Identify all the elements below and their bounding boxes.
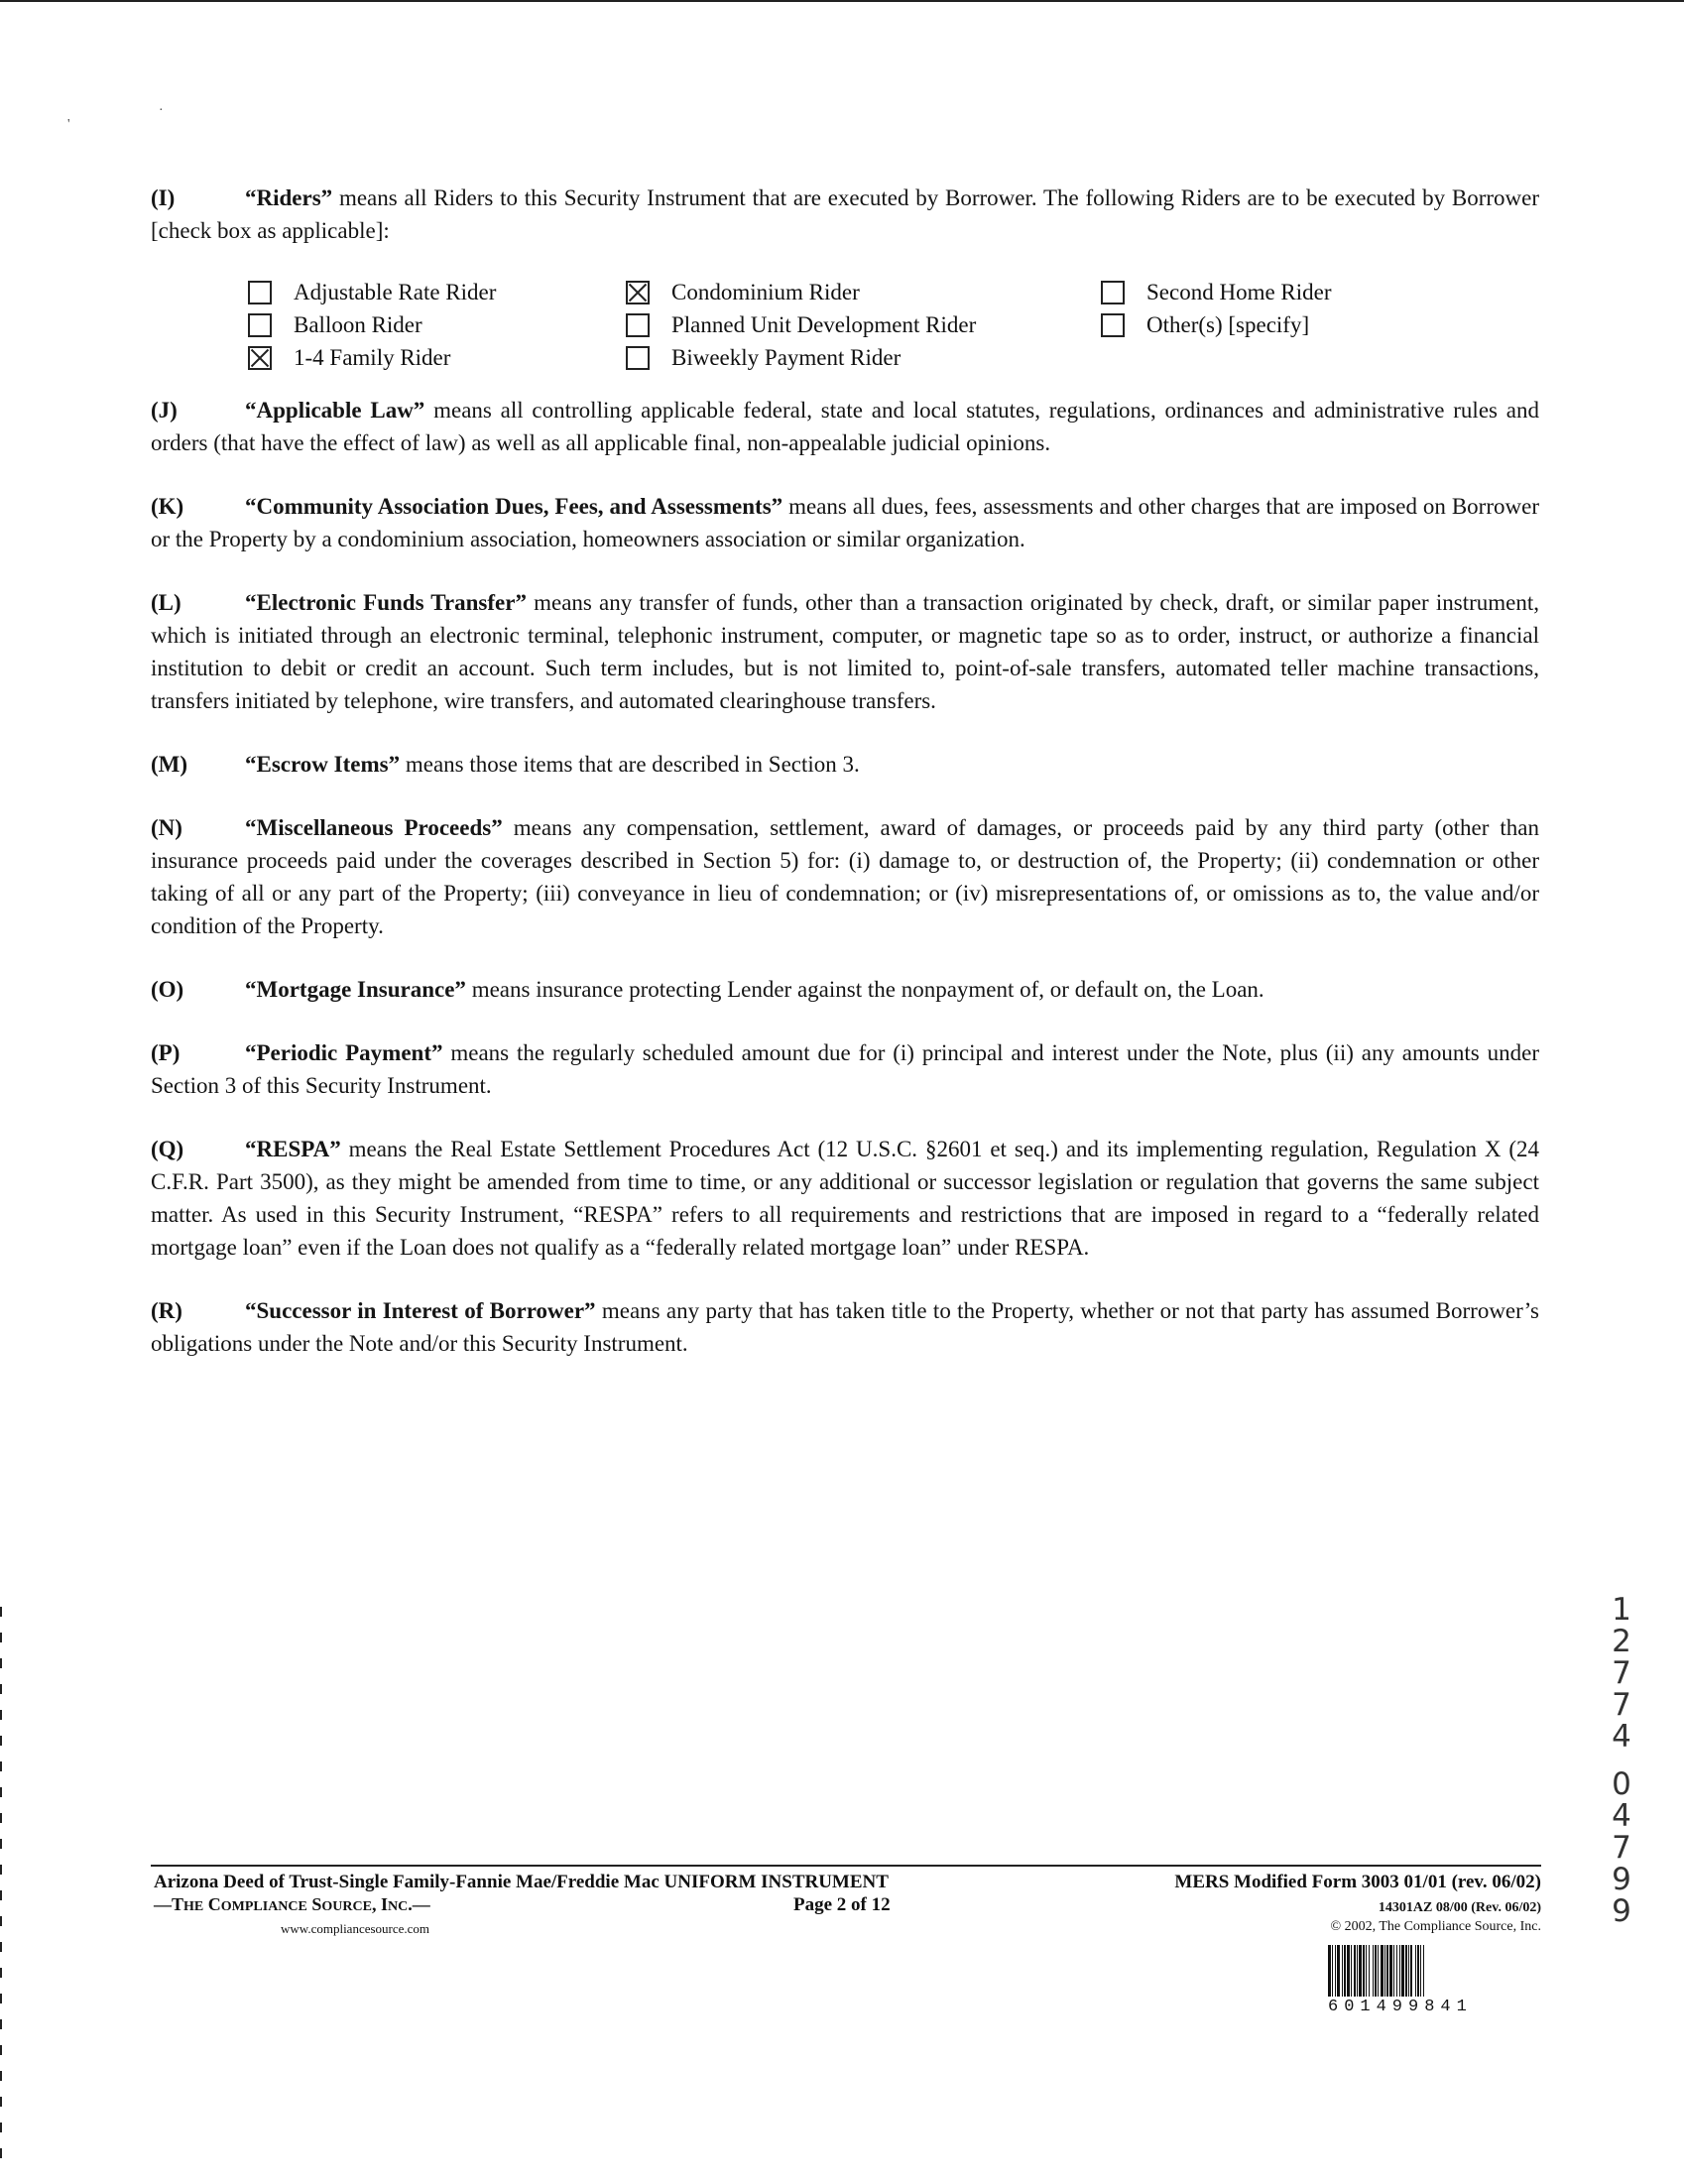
definition-term: “RESPA” (245, 1137, 341, 1161)
footer-rule (151, 1865, 1541, 1867)
stamp-digit: 2 (1612, 1624, 1631, 1659)
stamp-digit: 7 (1612, 1687, 1631, 1723)
scan-speck: ' (67, 117, 70, 132)
definition-text: means all controlling applicable federal, state and local statutes, regulations, ordinances and administrative rules and orders (that have the effect of law) as well as all applicable final, non-appealable judicial opinions. (151, 398, 1539, 455)
checked-box-icon[interactable] (626, 281, 650, 304)
rider-option (626, 308, 1101, 341)
barcode (1328, 1945, 1540, 1997)
definition-paragraph (151, 394, 1539, 459)
rider-option (626, 341, 1101, 374)
definition-text: means those items that are described in Section 3. (400, 752, 860, 777)
definition-term: “Applicable Law” (245, 398, 425, 423)
definition-term: “Mortgage Insurance” (245, 977, 466, 1002)
footer-form-number: MERS Modified Form 3003 01/01 (rev. 06/02) (1174, 1872, 1541, 1892)
footer-code: 14301AZ 08/00 (Rev. 06/02) (1378, 1900, 1541, 1915)
definition-text: means any party that has taken title to the Property, whether or not that party has assumed Borrower’s obligations under the Note and/or this Security Instrument. (151, 1298, 1539, 1356)
definition-text: means insurance protecting Lender against the nonpayment of, or default on, the Loan. (465, 977, 1264, 1002)
stamp-digit: 4 (1612, 1798, 1631, 1834)
definition-term: “Community Association Dues, Fees, and Assessments” (245, 494, 783, 519)
definition-paragraph (151, 811, 1539, 942)
definition-letter: (I) (151, 185, 176, 210)
rider-option (248, 308, 626, 341)
definition-term: “Periodic Payment” (245, 1040, 443, 1065)
scan-speck: · (159, 103, 164, 118)
scan-top-border (0, 0, 1684, 2)
stamp-digit: 7 (1612, 1830, 1631, 1866)
rider-option (626, 276, 1101, 308)
rider-label: Planned Unit Development Rider (671, 312, 977, 337)
definitions-list (151, 394, 1539, 1360)
stamp-digit: 7 (1612, 1655, 1631, 1691)
definition-term: “Successor in Interest of Borrower” (245, 1298, 596, 1323)
stamp-digit: 9 (1612, 1893, 1631, 1929)
definition-text: means any transfer of funds, other than a transaction originated by check, draft, or similar paper instrument, which is initiated through an electronic terminal, telephonic instrument, computer, or magnetic tape so as to order, instruct, or authorize a financial institution to debit or credit an account. Such term includes, but is not limited to, point-of-sale transfers, automated teller machine transactions, transfers initiated by telephone, wire transfers, and automated clearinghouse transfers. (151, 590, 1539, 713)
rider-option (248, 276, 626, 308)
footer-left (154, 1872, 889, 1940)
unchecked-box-icon[interactable] (626, 346, 650, 370)
definition-letter: (O) (151, 977, 184, 1002)
definition-paragraph (151, 973, 1539, 1006)
scan-left-edge-marks (0, 1607, 2, 2162)
definition-paragraph (151, 1294, 1539, 1360)
footer-right (1174, 1872, 1541, 1936)
recording-number-stamp (1604, 1594, 1639, 1927)
definition-riders (151, 182, 1539, 247)
definition-text: means all dues, fees, assessments and other charges that are imposed on Borrower or the Property by a condominium association, homeowners association or similar organization. (151, 494, 1539, 551)
definition-letter: (R) (151, 1298, 182, 1323)
rider-option (1101, 308, 1398, 341)
rider-option (248, 341, 626, 374)
definition-paragraph (151, 1133, 1539, 1264)
definition-term: “Miscellaneous Proceeds” (245, 815, 503, 840)
footer-copyright: © 2002, The Compliance Source, Inc. (1330, 1919, 1541, 1934)
definition-text: means any compensation, settlement, award of damages, or proceeds paid by any third party (other than insurance proceeds paid under the coverages described in Section 5) for: (i) damage to, or destruction of, the Property; (ii) condemnation or other taking of all or any part of the Property; (iii) conveyance in lieu of condemnation; or (iv) misrepresentations of, or omissions as to, the value and/or condition of the Property. (151, 815, 1540, 938)
definition-letter: (K) (151, 494, 184, 519)
definition-term: “Electronic Funds Transfer” (245, 590, 527, 615)
unchecked-box-icon[interactable] (1101, 313, 1125, 337)
unchecked-box-icon[interactable] (1101, 281, 1125, 304)
footer-company: —THE COMPLIANCE SOURCE, INC.— (154, 1894, 430, 1914)
rider-label: Other(s) [specify] (1146, 312, 1310, 337)
rider-label: Adjustable Rate Rider (294, 280, 497, 304)
rider-label: Balloon Rider (294, 312, 422, 337)
barcode-number: 601499841 (1328, 1998, 1473, 2016)
checked-box-icon[interactable] (248, 346, 272, 370)
unchecked-box-icon[interactable] (248, 281, 272, 304)
definition-paragraph (151, 748, 1539, 781)
stamp-digit: 1 (1612, 1592, 1631, 1628)
definition-paragraph (151, 1036, 1539, 1102)
riders-checkbox-grid (248, 276, 1539, 374)
definition-letter: (P) (151, 1040, 180, 1065)
definition-paragraph (151, 586, 1539, 717)
definition-letter: (N) (151, 815, 182, 840)
definition-letter: (M) (151, 752, 188, 777)
stamp-digit: 4 (1612, 1719, 1631, 1755)
stamp-digit: 9 (1612, 1862, 1631, 1897)
definition-letter: (J) (151, 398, 178, 423)
footer-url: www.compliancesource.com (281, 1921, 430, 1936)
unchecked-box-icon[interactable] (248, 313, 272, 337)
rider-option (1101, 276, 1398, 308)
unchecked-box-icon[interactable] (626, 313, 650, 337)
definition-text: means all Riders to this Security Instrument that are executed by Borrower. The following Riders are to be executed by Borrower [check box as applicable]: (151, 185, 1539, 243)
definition-term: “Escrow Items” (245, 752, 401, 777)
rider-label: Biweekly Payment Rider (671, 345, 902, 370)
document-body (151, 182, 1539, 1391)
definition-term: “Riders” (245, 185, 333, 210)
rider-label: 1-4 Family Rider (294, 345, 451, 370)
definition-text: means the regularly scheduled amount due for (i) principal and interest under the Note, plus (ii) any amounts under Section 3 of this Security Instrument. (151, 1040, 1539, 1098)
definition-letter: (L) (151, 590, 181, 615)
footer-form-title: Arizona Deed of Trust-Single Family-Fannie Mae/Freddie Mac UNIFORM INSTRUMENT (154, 1872, 889, 1892)
stamp-digit: 0 (1612, 1766, 1631, 1802)
definition-letter: (Q) (151, 1137, 184, 1161)
definition-text: means the Real Estate Settlement Procedures Act (12 U.S.C. §2601 et seq.) and its implementing regulation, Regulation X (24 C.F.R. Part 3500), as they might be amended from time to time, or any additional or successor legislation or regulation that governs the same subject matter. As used in this Security Instrument, “RESPA” refers to all requirements and restrictions that are imposed in regard to a “federally related mortgage loan” even if the Loan does not qualify as a “federally related mortgage loan” under RESPA. (151, 1137, 1539, 1260)
definition-paragraph (151, 490, 1539, 555)
footer-page-number: Page 2 of 12 (793, 1894, 891, 1915)
rider-label: Condominium Rider (671, 280, 860, 304)
rider-label: Second Home Rider (1146, 280, 1332, 304)
